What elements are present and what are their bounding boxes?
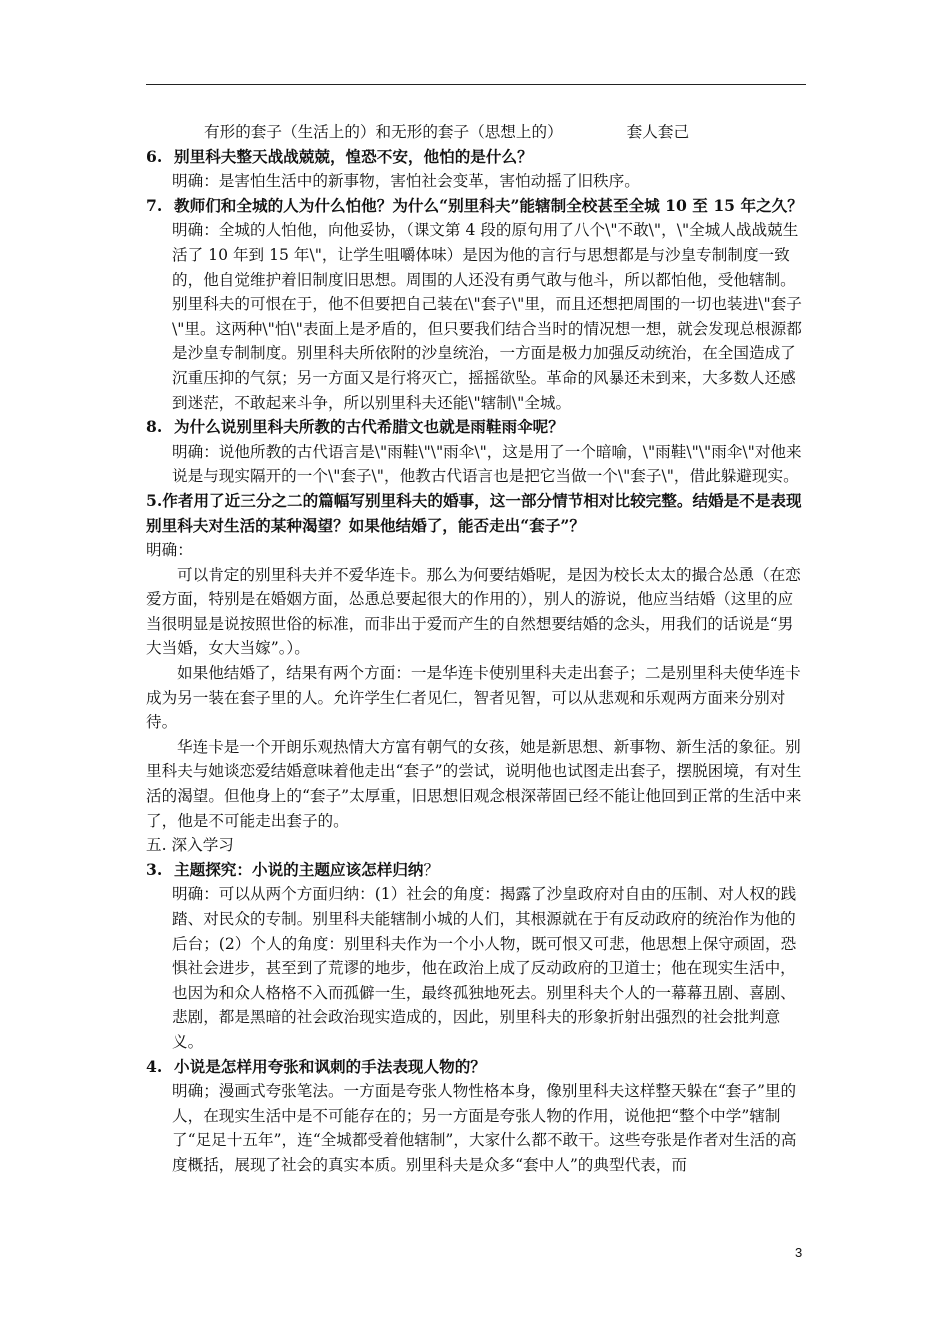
- answer-8: 明确：说他所教的古代语言是\"雨鞋\"\"雨伞\"，这是用了一个暗喻，\"雨鞋\"\"雨伞\"对他来说是与现实隔开的一个\"套子\"，他教古代语言也是把它当做一个\"套子\"，借此躲避现实。: [172, 442, 802, 486]
- question-number: 4.: [146, 1056, 163, 1076]
- summary-line: [146, 120, 808, 145]
- answer-5-label: 明确：: [146, 541, 193, 560]
- answer-7: 明确：全城的人怕他，向他妥协，（课文第 4 段的原句用了八个\"不敢\"，\"全城人战战兢生活了 10 年到 15 年\"，让学生咀嚼体味）是因为他的言行与思想都是与沙皇专制制度一致的，他自觉维护着旧制度旧思想。周围的人还没有勇气敢与他斗，所以都怕他，受他辖制。别里科夫的可恨在于，他不但要把自己装在\"套子\"里，而且还想把周围的一切也装进\"套子\"里。这两种\"怕\"表面上是矛盾的，但只要我们结合当时的情况想一想，就会发现总根源都是沙皇专制制度。别里科夫所依附的沙皇统治，一方面是极力加强反动统治，在全国造成了沉重压抑的气氛；另一方面又是行将灭亡，摇摇欲坠。革命的风暴还未到来，大多数人还感到迷茫，不敢起来斗争，所以别里科夫还能\"辖制\"全城。: [172, 221, 802, 412]
- question-3: [146, 858, 808, 883]
- answer-3: 明确：可以从两个方面归纳：(1）社会的角度：揭露了沙皇政府对自由的压制、对人权的践踏、对民众的专制。别里科夫能辖制小城的人们，其根源就在于有反动政府的统治作为他的后台；(2）个人的角度：别里科夫作为一个小人物，既可恨又可悲，他思想上保守顽固，恐惧社会进步，甚至到了荒谬的地步，他在政治上成了反动政府的卫道士；他在现实生活中，也因为和众人格格不入而孤僻一生，最终孤独地死去。别里科夫个人的一幕幕丑剧、喜剧、悲剧，都是黑暗的社会政治现实造成的，因此，别里科夫的形象折射出强烈的社会批判意义。: [172, 885, 797, 1051]
- question-5: 5.作者用了近三分之二的篇幅写别里科夫的婚事，这一部分情节相对比较完整。结婚是不是表现别里科夫对生活的某种渴望？如果他结婚了，能否走出“套子”？: [146, 490, 802, 535]
- answer-6: 明确：是害怕生活中的新事物，害怕社会变革，害怕动摇了旧秩序。: [172, 172, 640, 191]
- question-number: 8.: [146, 417, 163, 437]
- question-text: 小说是怎样用夸张和讽刺的手法表现人物的？: [174, 1056, 486, 1076]
- question-6: [146, 145, 808, 170]
- page-number: 3: [795, 1245, 803, 1260]
- header-rule: [146, 84, 806, 85]
- answer-5-paragraph-3: 华连卡是一个开朗乐观热情大方富有朝气的女孩，她是新思想、新事物、新生活的象征。别里科夫与她谈恋爱结婚意味着他走出“套子”的尝试，说明他也试图走出套子，摆脱困境，有对生活的渴望。但他身上的“套子”太厚重，旧思想旧观念根深蒂固已经不能让他回到正常的生活中来了，他是不可能走出套子的。: [146, 737, 802, 830]
- question-mark: ？: [423, 860, 440, 879]
- document-body: [146, 120, 808, 1178]
- answer-5-paragraph-1: 可以肯定的别里科夫并不爱华连卡。那么为何要结婚呢，是因为校长太太的撮合怂恿（在恋爱方面，特别是在婚姻方面，怂恿总要起很大的作用的），别人的游说，他应当结婚（这里的应当很明显是说按照世俗的标准，而非出于爱而产生的自然想要结婚的念头，用我们的话说是“男大当婚，女大当嫁”。）。: [146, 565, 801, 658]
- question-4: [146, 1055, 808, 1080]
- summary-tag: 套人套己: [626, 123, 690, 141]
- answer-4: 明确；漫画式夸张笔法。一方面是夸张人物性格本身，像别里科夫这样整天躲在“套子”里的人，在现实生活中是不可能存在的；另一方面是夸张人物的作用，说他把“整个中学”辖制了“足足十五年”，连“全城都受着他辖制”，大家什么都不敢干。这些夸张是作者对生活的高度概括，展现了社会的真实本质。别里科夫是众多“套中人”的典型代表，而: [172, 1082, 797, 1174]
- summary-text: 有形的套子（生活上的）和无形的套子（思想上的）: [204, 123, 563, 141]
- question-number: 7.: [146, 195, 163, 215]
- question-8: [146, 415, 808, 440]
- question-text: 教师们和全城的人为什么怕他？为什么“别里科夫”能辖制全校甚至全城 10 至 15 年之久？: [174, 195, 803, 215]
- question-text: 主题探究：小说的主题应该怎样归纳: [174, 859, 424, 879]
- question-number: 3.: [146, 859, 163, 879]
- question-7: [146, 194, 808, 219]
- question-text: 为什么说别里科夫所教的古代希腊文也就是雨鞋雨伞呢？: [174, 417, 564, 437]
- answer-5-paragraph-2: 如果他结婚了，结果有两个方面：一是华连卡使别里科夫走出套子；二是别里科夫使华连卡成为另一装在套子里的人。允许学生仁者见仁，智者见智，可以从悲观和乐观两方面来分别对待。: [146, 664, 801, 732]
- question-number: 6.: [146, 146, 163, 166]
- section-heading: 五. 深入学习: [146, 836, 234, 855]
- question-text: 别里科夫整天战战兢兢，惶恐不安，他怕的是什么？: [174, 146, 533, 166]
